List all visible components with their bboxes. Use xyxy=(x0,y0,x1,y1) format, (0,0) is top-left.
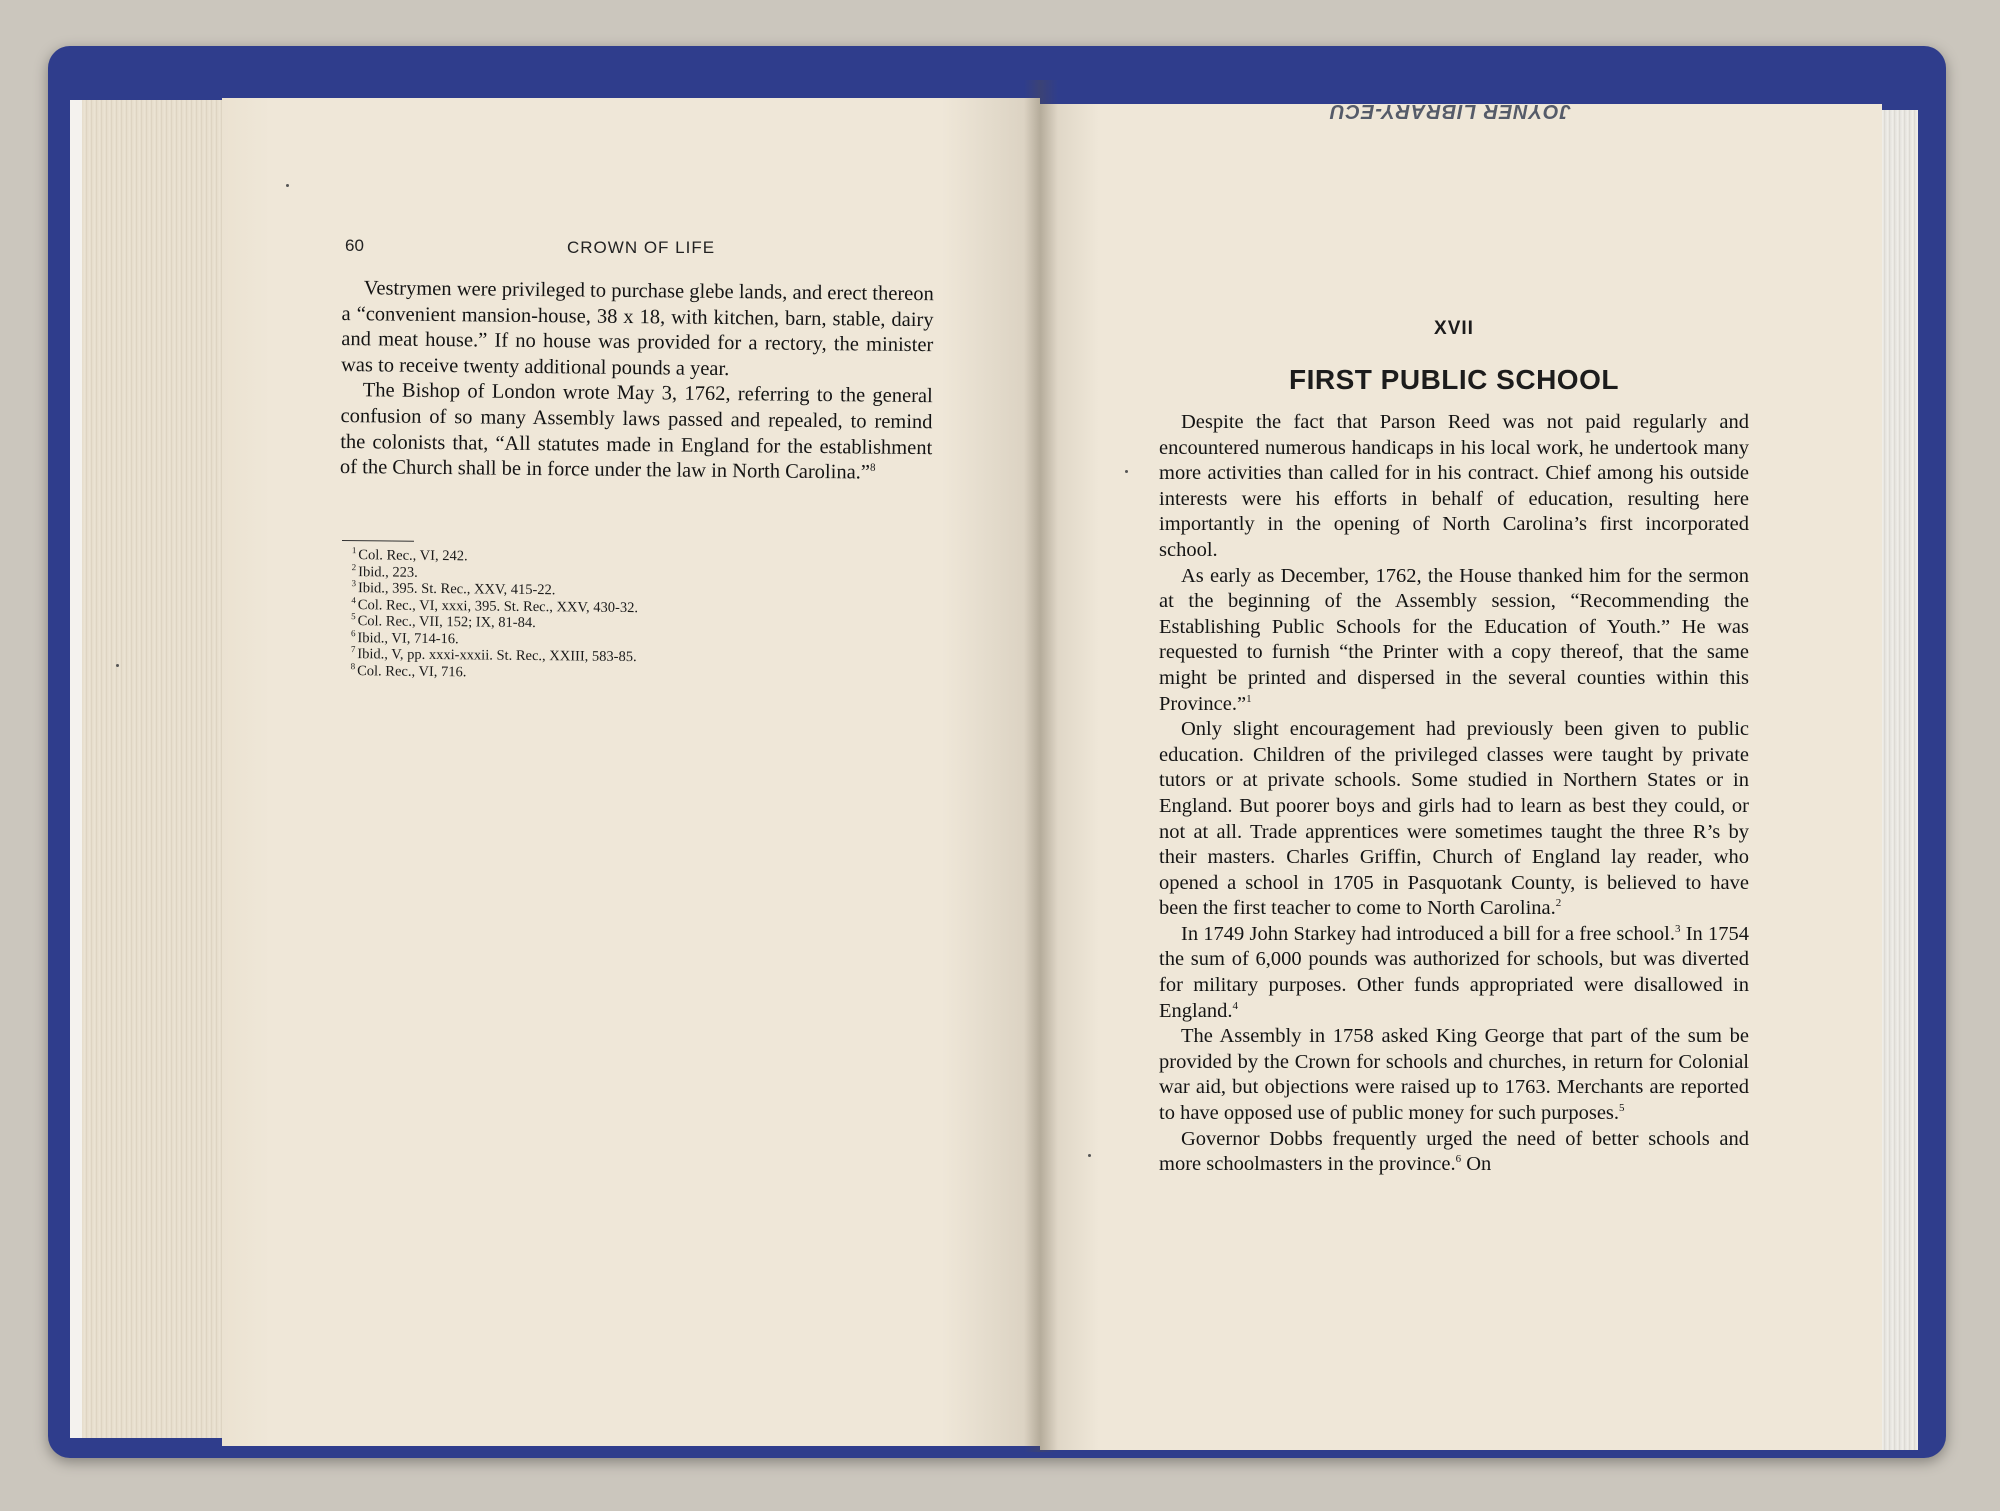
footnote-marker: 1 xyxy=(1246,692,1252,705)
body-paragraph: The Bishop of London wrote May 3, 1762, referring to the general confusion of so many Assembly laws passed and repealed, to remind the colonists that, “All statutes made in England for the establishment of the Church shall be in force under the law in North Carolina.”$^8$ xyxy=(339,379,933,484)
right-body-text xyxy=(1159,410,1749,1178)
footnote-marker: 2 xyxy=(1555,897,1562,910)
body-paragraph: Only slight encouragement had previously been given to public education. Children of the privileged classes were taught by private tutors or at private schools. Some studied in Northern States or in England. But poorer boys and girls had to learn as best they could, or not at all. Trade apprentices were sometimes taught the three R’s by their masters. Charles Griffin, Church of England lay reader, who opened a school in 1705 in Pasquotank County, is believed to have been the first teacher to come to North Carolina.$^2$ xyxy=(1159,718,1749,920)
footnote-marker: 6 xyxy=(1455,1153,1462,1166)
page-number: 60 xyxy=(345,236,364,255)
footnote-marker: 4 xyxy=(1232,999,1238,1012)
chapter-number: XVII xyxy=(1434,318,1474,339)
body-paragraph: Governor Dobbs frequently urged the need of better schools and more schoolmasters in the province.$^6$ On xyxy=(1159,1127,1749,1176)
footnote: $^8$ Col. Rec., VI, 716. xyxy=(350,660,467,680)
book-gutter xyxy=(1024,80,1058,1452)
footnote-marker: 8 xyxy=(869,461,876,474)
footnote-marker: 3 xyxy=(1674,923,1681,936)
paper-speck xyxy=(286,184,289,187)
footnotes xyxy=(341,540,842,684)
footnote: $^6$ Ibid., VI, 714-16. xyxy=(350,627,459,647)
left-body-text xyxy=(340,276,934,487)
footnote: $^2$ Ibid., 223. xyxy=(351,561,418,581)
library-stamp: JOYNER LIBRARY-ECU xyxy=(1329,100,1571,122)
body-paragraph: Despite the fact that Parson Reed was not paid regularly and encountered numerous handicaps in his local work, he undertook many more activities than called for in his contract. Chief among his outside interests were his efforts in behalf of education, resulting here importantly in the opening of North Carolina’s first incorporated school. xyxy=(1159,411,1749,561)
left-page-stack xyxy=(82,100,232,1438)
footnote: $^3$ Ibid., 395. St. Rec., XXV, 415-22. xyxy=(351,578,556,599)
body-paragraph: The Assembly in 1758 asked King George that part of the sum be provided by the Crown for schools and churches, in return for Colonial war aid, but objections were raised up to 1763. Merchants are reported to have opposed use of public money for such purposes.$^5$ xyxy=(1159,1025,1749,1125)
paper-speck xyxy=(1125,470,1128,473)
body-paragraph: In 1749 John Starkey had introduced a bill for a free school.$^3$ In 1754 the sum of 6,000 pounds was authorized for schools, but was diverted for military purposes. Other funds appropriated were disallowed in England.$^4$ xyxy=(1159,922,1749,1022)
paper-speck xyxy=(1088,1154,1091,1157)
running-title: CROWN OF LIFE xyxy=(567,238,716,257)
paper-speck xyxy=(116,664,119,667)
footnote-marker: 5 xyxy=(1619,1102,1625,1115)
footnote: $^7$ Ibid., V, pp. xxxi-xxxii. St. Rec., XXIII, 583-85. xyxy=(350,644,637,666)
footnote-rule xyxy=(342,540,414,542)
footnote: $^1$ Col. Rec., VI, 242. xyxy=(351,545,468,565)
body-paragraph: As early as December, 1762, the House thanked him for the sermon at the beginning of the Assembly session, “Recommending the Establishing Public Schools for the Education of Youth.” He was requested to furnish “the Printer with a copy thereof, that the same might be printed and dispersed in the several counties within this Province.”$^1$ xyxy=(1159,564,1749,715)
footnote: $^4$ Col. Rec., VI, xxxi, 395. St. Rec., XXV, 430-32. xyxy=(351,594,639,616)
right-page-stack xyxy=(1880,110,1918,1450)
footnote: $^5$ Col. Rec., VII, 152; IX, 81-84. xyxy=(351,611,536,632)
chapter-title: FIRST PUBLIC SCHOOL xyxy=(1289,364,1619,395)
body-paragraph: Vestrymen were privileged to purchase glebe lands, and erect thereon a “convenient mansion-house, 38 x 18, with kitchen, barn, stable, dairy and meat house.” If no house was provided for a rectory, the minister was to receive twenty additional pounds a year. xyxy=(340,277,934,380)
